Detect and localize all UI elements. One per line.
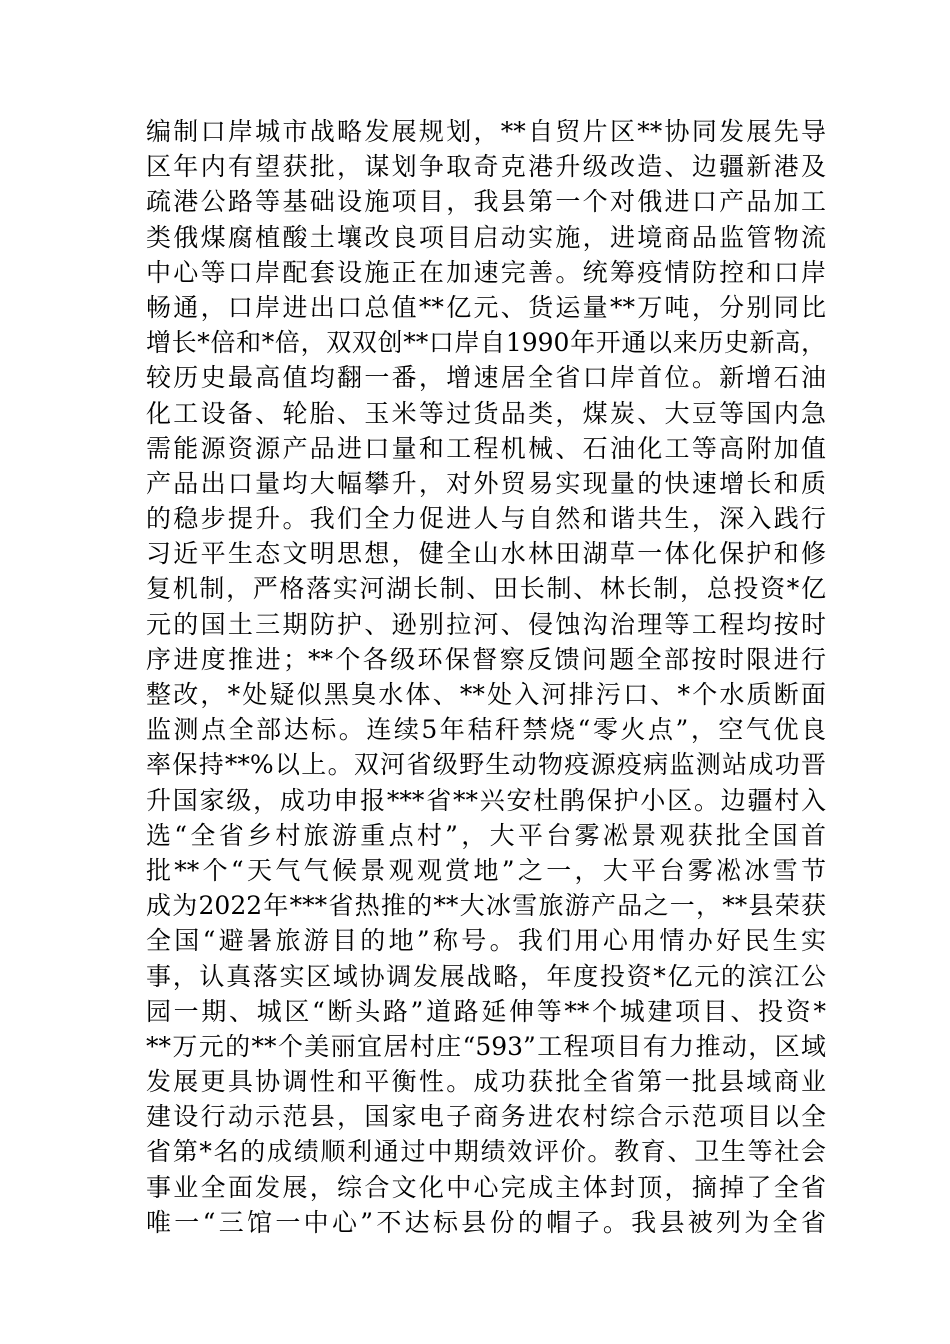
text-line: 产品出口量均大幅攀升，对外贸易实现量的快速增长和质 — [146, 468, 826, 498]
text-line: 复机制，严格落实河湖长制、田长制、林长制，总投资*亿 — [146, 574, 826, 604]
text-line: 中心等口岸配套设施正在加速完善。统筹疫情防控和口岸 — [146, 257, 826, 287]
text-line: 园一期、城区“断头路”道路延伸等**个城建项目、投资* — [146, 996, 826, 1026]
text-line: 事业全面发展，综合文化中心完成主体封顶，摘掉了全省 — [146, 1172, 826, 1202]
text-line: 的稳步提升。我们全力促进人与自然和谐共生，深入践行 — [146, 504, 826, 534]
body-paragraph — [146, 114, 826, 1240]
text-line: 率保持**%以上。双河省级野生动物疫源疫病监测站成功晋 — [146, 750, 826, 780]
text-line: 全国“避暑旅游目的地”称号。我们用心用情办好民生实 — [146, 926, 826, 956]
text-line: 习近平生态文明思想，健全山水林田湖草一体化保护和修 — [146, 539, 826, 569]
text-line: 发展更具协调性和平衡性。成功获批全省第一批县域商业 — [146, 1067, 826, 1097]
text-line: 建设行动示范县，国家电子商务进农村综合示范项目以全 — [146, 1102, 826, 1132]
text-line: 事，认真落实区域协调发展战略，年度投资*亿元的滨江公 — [146, 961, 826, 991]
text-line: 省第*名的成绩顺利通过中期绩效评价。教育、卫生等社会 — [146, 1137, 826, 1167]
text-line: 唯一“三馆一中心”不达标县份的帽子。我县被列为全省 — [146, 1207, 826, 1237]
text-line: 类俄煤腐植酸土壤改良项目启动实施，进境商品监管物流 — [146, 222, 826, 252]
text-line: 较历史最高值均翻一番，增速居全省口岸首位。新增石油 — [146, 363, 826, 393]
text-line: 监测点全部达标。连续5年秸秆禁烧“零火点”，空气优良 — [146, 715, 826, 745]
text-line: 批**个“天气气候景观观赏地”之一，大平台雾凇冰雪节 — [146, 855, 826, 885]
text-line: 需能源资源产品进口量和工程机械、石油化工等高附加值 — [146, 433, 826, 463]
text-line: 元的国土三期防护、逊别拉河、侵蚀沟治理等工程均按时 — [146, 609, 826, 639]
text-line: 编制口岸城市战略发展规划，**自贸片区**协同发展先导 — [146, 117, 826, 146]
text-line: 选“全省乡村旅游重点村”，大平台雾凇景观获批全国首 — [146, 820, 826, 850]
text-line: 升国家级，成功申报***省**兴安杜鹃保护小区。边疆村入 — [146, 785, 826, 815]
text-line: 畅通，口岸进出口总值**亿元、货运量**万吨，分别同比 — [146, 292, 826, 322]
text-line: 化工设备、轮胎、玉米等过货品类，煤炭、大豆等国内急 — [146, 398, 826, 428]
text-line: 疏港公路等基础设施项目，我县第一个对俄进口产品加工 — [146, 187, 826, 217]
text-line: 增长*倍和*倍，双双创**口岸自1990年开通以来历史新高， — [146, 328, 826, 358]
text-line: 成为2022年***省热推的**大冰雪旅游产品之一，**县荣获 — [146, 891, 826, 921]
text-line: 整改，*处疑似黑臭水体、**处入河排污口、*个水质断面 — [146, 680, 826, 709]
text-line: 序进度推进；**个各级环保督察反馈问题全部按时限进行 — [146, 644, 826, 674]
text-line: **万元的**个美丽宜居村庄“593”工程项目有力推动，区域 — [146, 1031, 826, 1061]
text-line: 区年内有望获批，谋划争取奇克港升级改造、边疆新港及 — [146, 152, 826, 182]
